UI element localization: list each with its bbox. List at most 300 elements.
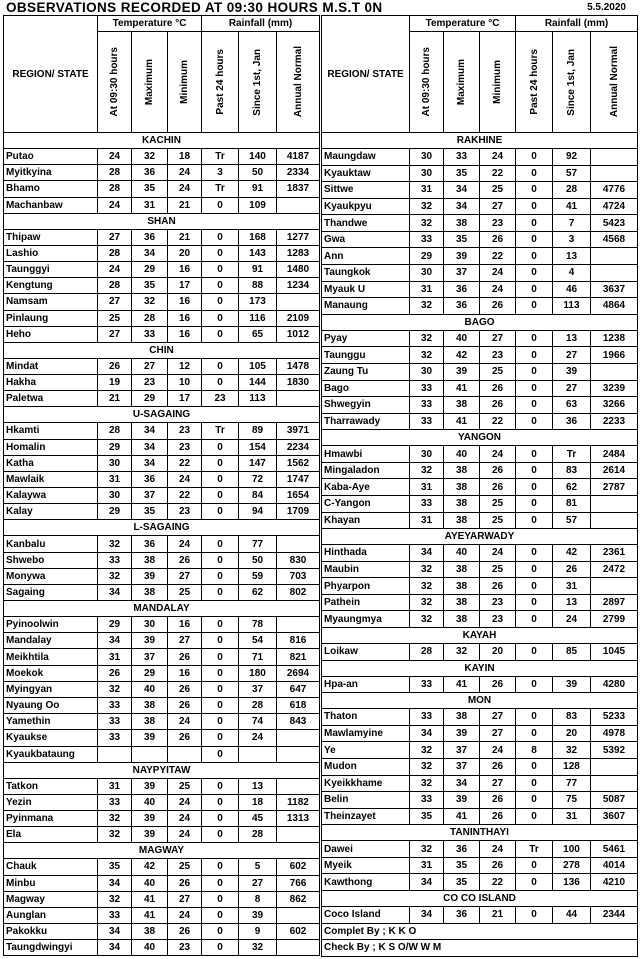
- rain-24h: 0: [516, 495, 553, 512]
- rain-since-jan: 109: [239, 197, 277, 213]
- rain-annual-normal: [277, 730, 320, 746]
- temp-min: 24: [480, 841, 516, 858]
- rain-24h: 0: [202, 536, 239, 552]
- station-name: Kanbalu: [4, 536, 98, 552]
- temp-max: 29: [132, 391, 168, 407]
- rain-since-jan: 91: [239, 181, 277, 197]
- rain-annual-normal: [277, 197, 320, 213]
- station-name: Zaung Tu: [322, 363, 410, 380]
- temp-max: 34: [132, 245, 168, 261]
- table-row: [322, 298, 638, 315]
- table-row: [322, 347, 638, 364]
- table-row: [4, 859, 320, 875]
- section-title: TANINTHAYI: [322, 825, 638, 841]
- rain-annual-normal: 2694: [277, 665, 320, 681]
- rain-24h: 0: [202, 471, 239, 487]
- section-header: [322, 430, 638, 446]
- temp-0930: 32: [410, 594, 444, 611]
- section-header: [322, 314, 638, 330]
- rain-since-jan: 8: [239, 891, 277, 907]
- station-name: Tharrawady: [322, 413, 410, 430]
- rain-since-jan: 39: [553, 363, 591, 380]
- station-name: Chauk: [4, 859, 98, 875]
- rainfall-group-header: Rainfall (mm): [516, 16, 638, 32]
- temp-0930: 27: [98, 229, 132, 245]
- temp-0930: 33: [410, 709, 444, 726]
- rain-annual-normal: 1478: [277, 358, 320, 374]
- rain-24h: 0: [202, 794, 239, 810]
- rain-24h: 0: [516, 231, 553, 248]
- rain-annual-normal: 4187: [277, 149, 320, 165]
- rain-24h: 0: [202, 568, 239, 584]
- temp-min: 24: [480, 265, 516, 282]
- station-name: Phyarpon: [322, 578, 410, 595]
- station-name: Shwegyin: [322, 397, 410, 414]
- rain-annual-normal: 4724: [591, 198, 638, 215]
- rain-since-jan: 136: [553, 874, 591, 891]
- temp-min: 24: [480, 545, 516, 562]
- temp-min: 25: [480, 495, 516, 512]
- table-row: [4, 181, 320, 197]
- rain-since-jan: Tr: [553, 446, 591, 463]
- rain-annual-normal: 830: [277, 552, 320, 568]
- station-name: Thipaw: [4, 229, 98, 245]
- table-row: [4, 924, 320, 940]
- table-row: [4, 827, 320, 843]
- section-title: L-SAGAING: [4, 520, 320, 536]
- temp-0930: 32: [98, 536, 132, 552]
- station-name: Nyaung Oo: [4, 697, 98, 713]
- rain-annual-normal: 2897: [591, 594, 638, 611]
- temp-0930: 32: [410, 742, 444, 759]
- temp-min: 22: [480, 248, 516, 265]
- section-title: MANDALAY: [4, 601, 320, 617]
- rain-annual-normal: 2109: [277, 310, 320, 326]
- minimum-header: Minimum: [168, 32, 202, 133]
- table-row: [322, 725, 638, 742]
- station-name: Pakokku: [4, 924, 98, 940]
- rain-since-jan: 13: [553, 594, 591, 611]
- temp-max: 39: [132, 730, 168, 746]
- section-title: MAGWAY: [4, 843, 320, 859]
- section-title: SHAN: [4, 213, 320, 229]
- temp-max: 37: [444, 265, 480, 282]
- section-header: [4, 133, 320, 149]
- temp-0930: 34: [98, 940, 132, 956]
- rain-since-jan: 20: [553, 725, 591, 742]
- station-name: Ye: [322, 742, 410, 759]
- temp-max: 30: [132, 617, 168, 633]
- section-header: [322, 825, 638, 841]
- table-row: [322, 594, 638, 611]
- table-row: [322, 874, 638, 891]
- table-row: [4, 488, 320, 504]
- section-header: [4, 342, 320, 358]
- rain-annual-normal: 618: [277, 697, 320, 713]
- temp-max: 39: [444, 363, 480, 380]
- rain-24h: 0: [202, 375, 239, 391]
- temp-0930: 26: [98, 665, 132, 681]
- rain-24h: 0: [516, 644, 553, 661]
- rain-since-jan: 28: [239, 827, 277, 843]
- temp-min: 26: [480, 792, 516, 809]
- temp-min: 21: [480, 906, 516, 923]
- rain-annual-normal: 2234: [277, 439, 320, 455]
- temp-max: 38: [444, 512, 480, 529]
- temp-min: 16: [168, 310, 202, 326]
- rain-24h: 0: [516, 479, 553, 496]
- rain-since-jan: 78: [239, 617, 277, 633]
- temp-0930: 32: [98, 811, 132, 827]
- temp-0930: 31: [98, 649, 132, 665]
- rain-annual-normal: 2334: [277, 165, 320, 181]
- section-header: [322, 628, 638, 644]
- temp-0930: 27: [98, 294, 132, 310]
- temp-max: 35: [444, 874, 480, 891]
- rain-since-jan: 27: [239, 875, 277, 891]
- rain-annual-normal: 1747: [277, 471, 320, 487]
- rain-24h: 0: [202, 875, 239, 891]
- temp-0930: 34: [98, 633, 132, 649]
- rain-annual-normal: [277, 778, 320, 794]
- table-row: [4, 245, 320, 261]
- temp-max: 38: [444, 561, 480, 578]
- rain-24h: 0: [202, 730, 239, 746]
- temp-0930: 32: [98, 827, 132, 843]
- past-24-header: Past 24 hours: [516, 32, 553, 133]
- rain-since-jan: 128: [553, 758, 591, 775]
- rain-annual-normal: 2484: [591, 446, 638, 463]
- temp-max: 34: [444, 775, 480, 792]
- temp-0930: 29: [98, 617, 132, 633]
- rain-24h: 0: [202, 326, 239, 342]
- rain-24h: 0: [516, 857, 553, 874]
- temp-min: 21: [168, 197, 202, 213]
- table-row: [322, 561, 638, 578]
- temperature-group-header: Temperature °C: [98, 16, 202, 32]
- table-row: [4, 504, 320, 520]
- temp-0930: 34: [410, 874, 444, 891]
- temp-0930: 35: [98, 859, 132, 875]
- rain-24h: 0: [202, 859, 239, 875]
- temp-max: 38: [444, 578, 480, 595]
- section-title: CO CO ISLAND: [322, 890, 638, 906]
- rain-annual-normal: 3239: [591, 380, 638, 397]
- temp-min: 27: [480, 725, 516, 742]
- rain-24h: 0: [516, 265, 553, 282]
- rain-since-jan: 173: [239, 294, 277, 310]
- rain-annual-normal: [591, 495, 638, 512]
- rain-24h: 0: [516, 380, 553, 397]
- temp-min: 25: [168, 778, 202, 794]
- table-row: [322, 742, 638, 759]
- station-name: Kyeikkhame: [322, 775, 410, 792]
- table-row: [322, 479, 638, 496]
- temp-0930: 32: [410, 841, 444, 858]
- rain-24h: 0: [202, 746, 239, 762]
- rain-annual-normal: 4210: [591, 874, 638, 891]
- temp-min: 20: [480, 644, 516, 661]
- rain-since-jan: 180: [239, 665, 277, 681]
- table-row: [322, 380, 638, 397]
- rain-annual-normal: 5392: [591, 742, 638, 759]
- station-name: Kengtung: [4, 278, 98, 294]
- temp-0930: 30: [410, 265, 444, 282]
- rain-24h: Tr: [202, 149, 239, 165]
- rain-since-jan: 13: [553, 330, 591, 347]
- table-row: [4, 326, 320, 342]
- rain-annual-normal: [277, 294, 320, 310]
- rain-24h: 0: [202, 633, 239, 649]
- station-name: Taungkok: [322, 265, 410, 282]
- rain-annual-normal: 2799: [591, 611, 638, 628]
- rain-since-jan: 143: [239, 245, 277, 261]
- rain-24h: 0: [516, 906, 553, 923]
- station-name: Kaba-Aye: [322, 479, 410, 496]
- temp-0930: 27: [98, 326, 132, 342]
- temp-min: 25: [168, 859, 202, 875]
- temp-min: 23: [480, 611, 516, 628]
- temp-max: 35: [444, 231, 480, 248]
- temp-min: 24: [168, 181, 202, 197]
- temp-max: 32: [132, 149, 168, 165]
- temp-0930: 34: [410, 725, 444, 742]
- station-name: Kyaukbataung: [4, 746, 98, 762]
- station-name: Pyay: [322, 330, 410, 347]
- rain-24h: 0: [516, 792, 553, 809]
- station-name: Monywa: [4, 568, 98, 584]
- rain-annual-normal: 5423: [591, 215, 638, 232]
- temp-max: 39: [444, 725, 480, 742]
- section-header: [4, 601, 320, 617]
- table-row: [322, 709, 638, 726]
- temp-max: 33: [132, 326, 168, 342]
- temp-0930: 24: [98, 149, 132, 165]
- rain-since-jan: 100: [553, 841, 591, 858]
- rain-annual-normal: 1562: [277, 455, 320, 471]
- rain-annual-normal: 2344: [591, 906, 638, 923]
- rain-annual-normal: [277, 536, 320, 552]
- station-name: Taunggu: [322, 347, 410, 364]
- rain-24h: 0: [202, 488, 239, 504]
- rain-since-jan: 39: [553, 676, 591, 693]
- temp-0930: 31: [410, 512, 444, 529]
- rain-annual-normal: [591, 265, 638, 282]
- rain-annual-normal: [591, 248, 638, 265]
- temperature-group-header: Temperature °C: [410, 16, 516, 32]
- rain-24h: 0: [516, 182, 553, 199]
- rain-annual-normal: 1966: [591, 347, 638, 364]
- station-name: Mandalay: [4, 633, 98, 649]
- temp-min: 26: [168, 697, 202, 713]
- past-24-header: Past 24 hours: [202, 32, 239, 133]
- table-row: [322, 545, 638, 562]
- table-row: [4, 149, 320, 165]
- temp-0930: 30: [410, 446, 444, 463]
- table-row: [4, 730, 320, 746]
- section-header: [322, 133, 638, 149]
- station-name: Theinzayet: [322, 808, 410, 825]
- rain-annual-normal: 766: [277, 875, 320, 891]
- rain-annual-normal: 5233: [591, 709, 638, 726]
- temp-0930: 35: [410, 808, 444, 825]
- table-row: [322, 462, 638, 479]
- temp-min: [168, 746, 202, 762]
- table-row: [4, 617, 320, 633]
- temp-min: 23: [168, 423, 202, 439]
- temp-0930: 26: [98, 358, 132, 374]
- temp-min: 16: [168, 294, 202, 310]
- rain-since-jan: 83: [553, 709, 591, 726]
- temp-0930: 34: [410, 906, 444, 923]
- temp-max: 36: [444, 906, 480, 923]
- table-row: [4, 358, 320, 374]
- rain-annual-normal: 4776: [591, 182, 638, 199]
- section-header: [322, 660, 638, 676]
- station-name: Lashio: [4, 245, 98, 261]
- temp-0930: 33: [410, 495, 444, 512]
- rain-24h: 0: [202, 229, 239, 245]
- table-row: [4, 536, 320, 552]
- rain-annual-normal: 1012: [277, 326, 320, 342]
- station-name: Kyauktaw: [322, 165, 410, 182]
- temp-min: 26: [480, 758, 516, 775]
- temp-0930: 34: [410, 545, 444, 562]
- temp-max: 38: [132, 552, 168, 568]
- table-row: [4, 229, 320, 245]
- temp-max: 38: [132, 924, 168, 940]
- temp-0930: 33: [410, 231, 444, 248]
- rain-since-jan: 59: [239, 568, 277, 584]
- rain-24h: 0: [516, 198, 553, 215]
- rain-since-jan: 140: [239, 149, 277, 165]
- rain-since-jan: 113: [239, 391, 277, 407]
- temp-min: 22: [480, 874, 516, 891]
- completed-by: Complet By ; K K O: [322, 923, 638, 940]
- rain-since-jan: 83: [553, 462, 591, 479]
- rain-annual-normal: [277, 827, 320, 843]
- temp-0930: 33: [98, 552, 132, 568]
- rain-annual-normal: 602: [277, 859, 320, 875]
- rain-since-jan: 75: [553, 792, 591, 809]
- temp-max: 34: [132, 423, 168, 439]
- station-name: Hmawbi: [322, 446, 410, 463]
- rain-24h: 0: [516, 281, 553, 298]
- table-row: [322, 792, 638, 809]
- station-name: Khayan: [322, 512, 410, 529]
- temp-min: 16: [168, 617, 202, 633]
- rain-24h: 0: [516, 545, 553, 562]
- temp-max: [132, 746, 168, 762]
- rain-24h: 0: [202, 262, 239, 278]
- temp-min: 12: [168, 358, 202, 374]
- rain-annual-normal: 2233: [591, 413, 638, 430]
- rain-since-jan: 77: [553, 775, 591, 792]
- temp-min: 24: [168, 811, 202, 827]
- station-name: Aunglan: [4, 907, 98, 923]
- report-date: 5.5.2020: [587, 2, 626, 13]
- temp-min: 26: [480, 397, 516, 414]
- rain-since-jan: 32: [553, 742, 591, 759]
- rain-24h: 0: [516, 725, 553, 742]
- section-title: KACHIN: [4, 133, 320, 149]
- temp-min: 27: [168, 891, 202, 907]
- temp-max: 38: [444, 594, 480, 611]
- temp-min: 26: [480, 676, 516, 693]
- temp-max: 36: [132, 165, 168, 181]
- rain-24h: Tr: [202, 181, 239, 197]
- section-title: KAYIN: [322, 660, 638, 676]
- temp-0930: 33: [98, 714, 132, 730]
- maximum-header: Maximum: [132, 32, 168, 133]
- station-name: Myauk U: [322, 281, 410, 298]
- rain-annual-normal: 1045: [591, 644, 638, 661]
- temp-max: 41: [132, 907, 168, 923]
- rain-24h: 0: [202, 504, 239, 520]
- rain-24h: 0: [202, 891, 239, 907]
- rain-since-jan: 94: [239, 504, 277, 520]
- temp-max: 34: [132, 439, 168, 455]
- temp-max: 34: [444, 198, 480, 215]
- section-header: [4, 407, 320, 423]
- temp-max: 29: [132, 665, 168, 681]
- rain-since-jan: [239, 746, 277, 762]
- rain-24h: 0: [202, 697, 239, 713]
- table-row: [322, 611, 638, 628]
- rain-24h: 0: [516, 215, 553, 232]
- station-name: Paletwa: [4, 391, 98, 407]
- temp-0930: 28: [98, 181, 132, 197]
- rain-annual-normal: 1182: [277, 794, 320, 810]
- rain-annual-normal: 602: [277, 924, 320, 940]
- observations-table-right: [321, 15, 638, 957]
- rain-since-jan: 50: [239, 165, 277, 181]
- station-name: Mindat: [4, 358, 98, 374]
- temp-max: 38: [132, 584, 168, 600]
- temp-max: 39: [444, 248, 480, 265]
- rain-annual-normal: 2361: [591, 545, 638, 562]
- table-row: [4, 907, 320, 923]
- table-row: [322, 149, 638, 166]
- rain-since-jan: 105: [239, 358, 277, 374]
- temp-max: 23: [132, 375, 168, 391]
- table-row: [322, 363, 638, 380]
- rain-24h: 0: [202, 665, 239, 681]
- rain-24h: 0: [516, 165, 553, 182]
- table-row: [4, 891, 320, 907]
- rain-24h: 0: [202, 778, 239, 794]
- temp-max: 38: [444, 215, 480, 232]
- temp-min: 26: [168, 924, 202, 940]
- temp-min: 16: [168, 665, 202, 681]
- temp-0930: 30: [98, 455, 132, 471]
- temp-min: 26: [168, 875, 202, 891]
- rain-since-jan: 50: [239, 552, 277, 568]
- temp-min: 26: [480, 479, 516, 496]
- rain-annual-normal: 3607: [591, 808, 638, 825]
- temp-0930: 32: [98, 681, 132, 697]
- rain-annual-normal: 2472: [591, 561, 638, 578]
- temp-0930: 32: [410, 198, 444, 215]
- station-name: Manaung: [322, 298, 410, 315]
- temp-max: 37: [132, 649, 168, 665]
- rain-annual-normal: 703: [277, 568, 320, 584]
- rain-24h: 0: [516, 611, 553, 628]
- rain-since-jan: 7: [553, 215, 591, 232]
- temp-0930: [98, 746, 132, 762]
- temp-0930: 32: [410, 611, 444, 628]
- rain-annual-normal: 816: [277, 633, 320, 649]
